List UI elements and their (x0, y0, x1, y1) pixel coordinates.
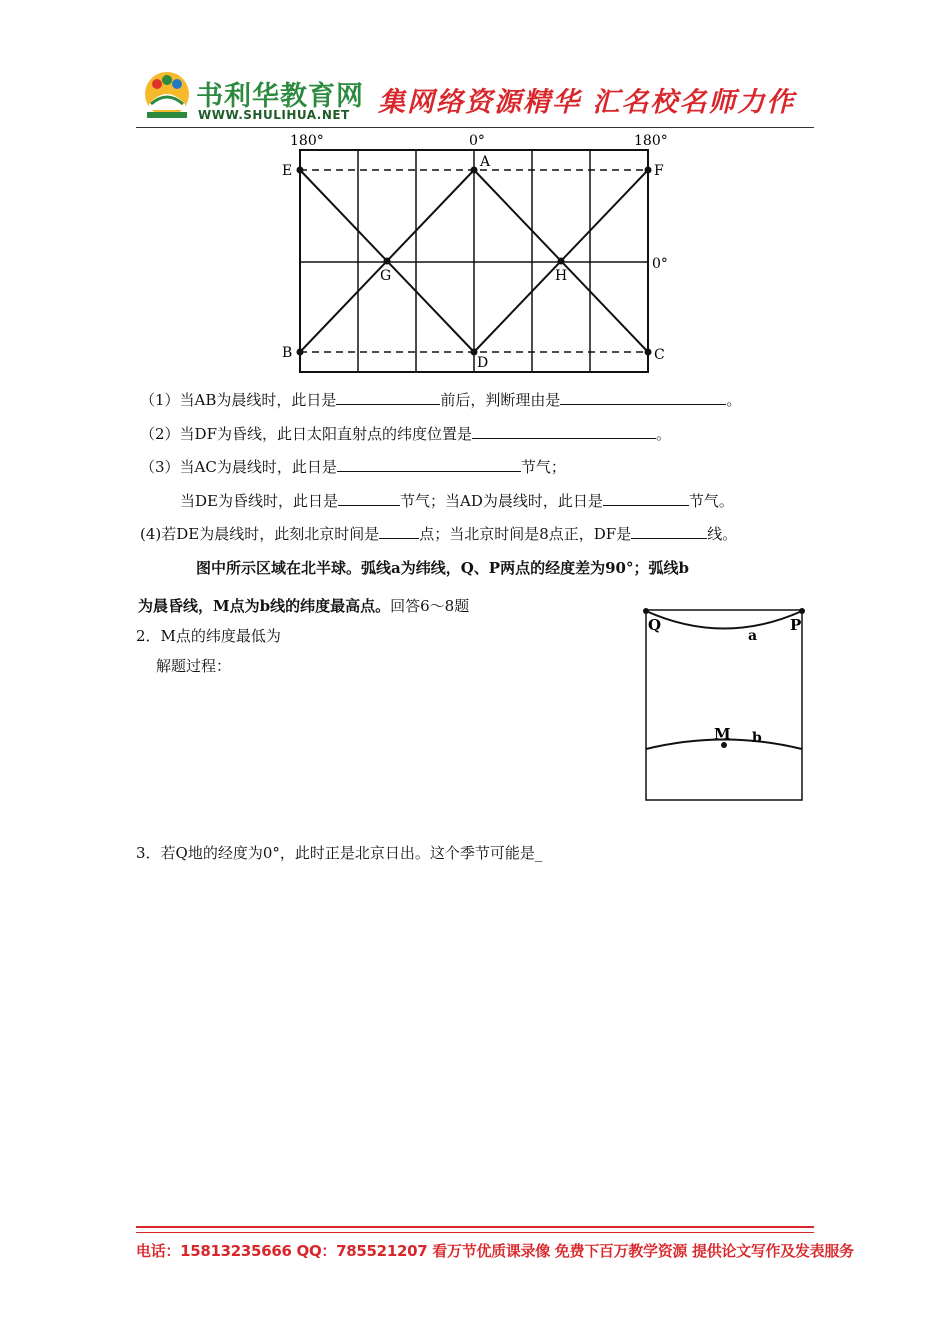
question-2-line: （2）当DF为昏线，此日太阳直射点的纬度位置是 。 (140, 425, 671, 443)
label-C: C (654, 347, 665, 363)
footer-divider-thin (136, 1232, 814, 1233)
footer-contact: 电话：15813235666 QQ：785521207 看万节优质课录像 免费下百万教学资源 提供论文写作及发表服务 (136, 1242, 854, 1260)
arc-a (646, 611, 802, 629)
label-H: H (555, 268, 568, 284)
question-3-line-2: 当DE为昏线时，此日是 节气；当AD为晨线时，此日是 节气。 (180, 492, 734, 510)
label-b: b (752, 730, 762, 746)
label-B: B (282, 345, 293, 361)
question-3-line: （3）当AC为晨线时，此日是 节气； (140, 458, 566, 476)
brand-name: 书利华教育网 (196, 81, 364, 112)
footer-divider (136, 1226, 814, 1228)
diagram2-frame (646, 610, 802, 800)
question-4-line: (4)若DE为晨线时，此刻北京时间是 点；当北京时间是8点正，DF是 线。 (140, 525, 738, 543)
intro-line-1: 图中所示区域在北半球。弧线a为纬线，Q、P两点的经度差为90°；弧线b (196, 559, 689, 577)
label-equator: 0° (652, 256, 668, 272)
point-G (384, 258, 391, 265)
logo (143, 70, 191, 122)
answer-blank[interactable] (603, 491, 689, 506)
question-3-label: 3．若Q地的经度为0°，此时正是北京日出。这个季节可能是_ (136, 844, 543, 862)
point-F (645, 167, 652, 174)
label-E: E (282, 163, 293, 179)
label-M: M (714, 725, 731, 743)
label-A: A (480, 154, 491, 170)
top-label-180-right: 180° (634, 133, 668, 149)
point-A (471, 167, 478, 174)
answer-blank[interactable] (472, 424, 656, 439)
label-P: P (790, 616, 802, 634)
answer-blank[interactable] (338, 491, 400, 506)
point-H (558, 258, 565, 265)
label-D: D (477, 355, 489, 371)
terminator-grid-diagram (276, 128, 676, 378)
point-P (799, 608, 805, 614)
solution-process-label: 解题过程： (156, 657, 232, 675)
answer-blank[interactable] (336, 390, 440, 405)
answer-blank[interactable] (631, 524, 707, 539)
top-label-0: 0° (469, 133, 485, 149)
label-a: a (748, 628, 758, 644)
question-1-line: （1）当AB为晨线时，此日是 前后，判断理由是 。 (140, 391, 742, 409)
label-F: F (654, 163, 664, 179)
point-Q (643, 608, 649, 614)
label-G: G (380, 268, 392, 284)
label-Q: Q (648, 616, 662, 634)
answer-blank[interactable] (560, 390, 726, 405)
answer-blank[interactable] (337, 457, 521, 472)
point-E (297, 167, 304, 174)
latitude-terminator-diagram (640, 602, 812, 804)
point-C (645, 349, 652, 356)
top-label-180-left: 180° (290, 133, 324, 149)
intro-line-2: 为晨昏线，M点为b线的纬度最高点。回答6～8题 (138, 597, 470, 615)
answer-blank[interactable] (379, 524, 419, 539)
brand-url: WWW.SHULIHUA.NET (198, 108, 350, 122)
point-B (297, 349, 304, 356)
slogan: 集网络资源精华 汇名校名师力作 (378, 87, 796, 118)
question-2-label: 2．M点的纬度最低为 (136, 627, 281, 645)
